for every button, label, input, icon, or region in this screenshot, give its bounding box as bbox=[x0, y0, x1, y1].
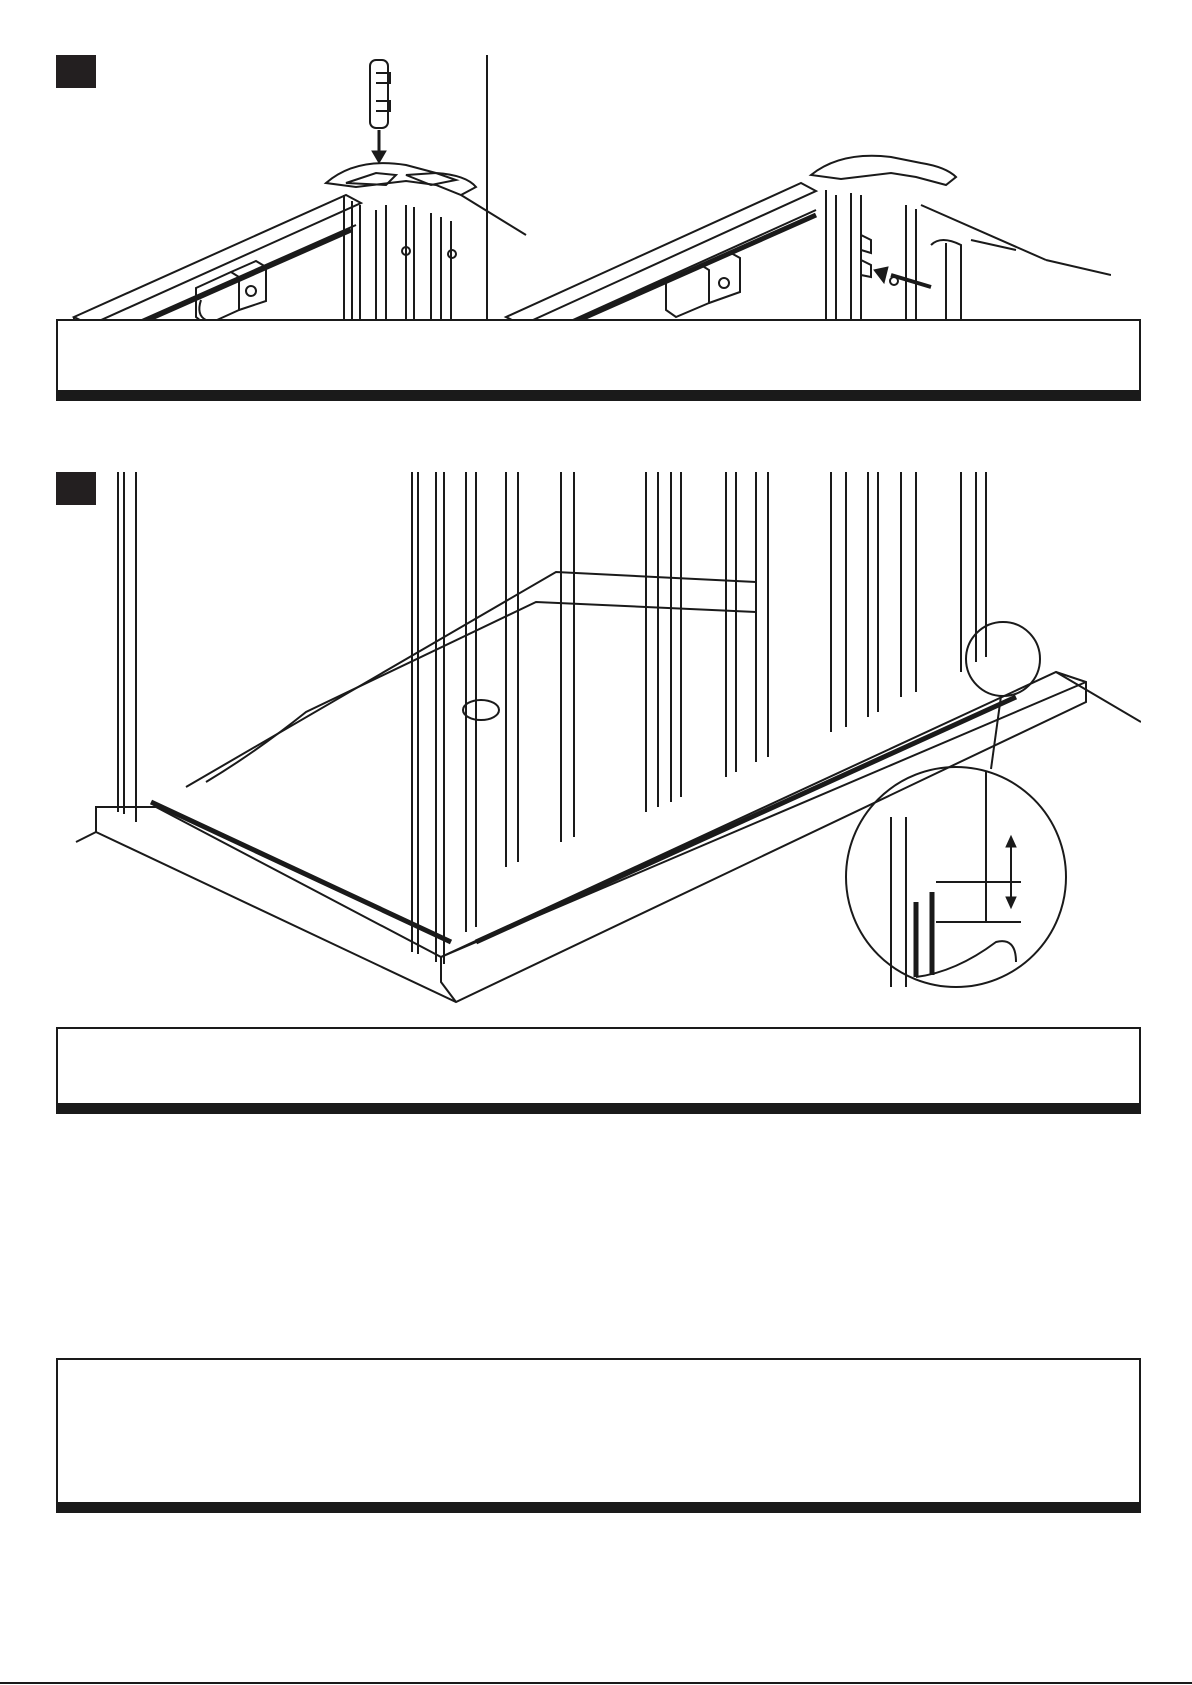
insert-clip-illustration bbox=[56, 55, 528, 345]
panel-divider bbox=[486, 55, 488, 319]
step-a-caption-box bbox=[56, 319, 1141, 401]
notes-box bbox=[56, 1358, 1141, 1513]
step-a-section bbox=[56, 55, 1141, 431]
attach-profile-illustration bbox=[496, 55, 1111, 345]
step-b-caption-box bbox=[56, 1027, 1141, 1114]
page-bottom-rule bbox=[0, 1682, 1192, 1684]
double-arrow-dimension-icon bbox=[1006, 836, 1016, 908]
arrow-right-icon bbox=[874, 267, 931, 287]
arrow-down-icon bbox=[372, 130, 386, 163]
enclosure-illustration bbox=[56, 472, 1141, 1027]
step-b-section bbox=[56, 472, 1141, 1120]
